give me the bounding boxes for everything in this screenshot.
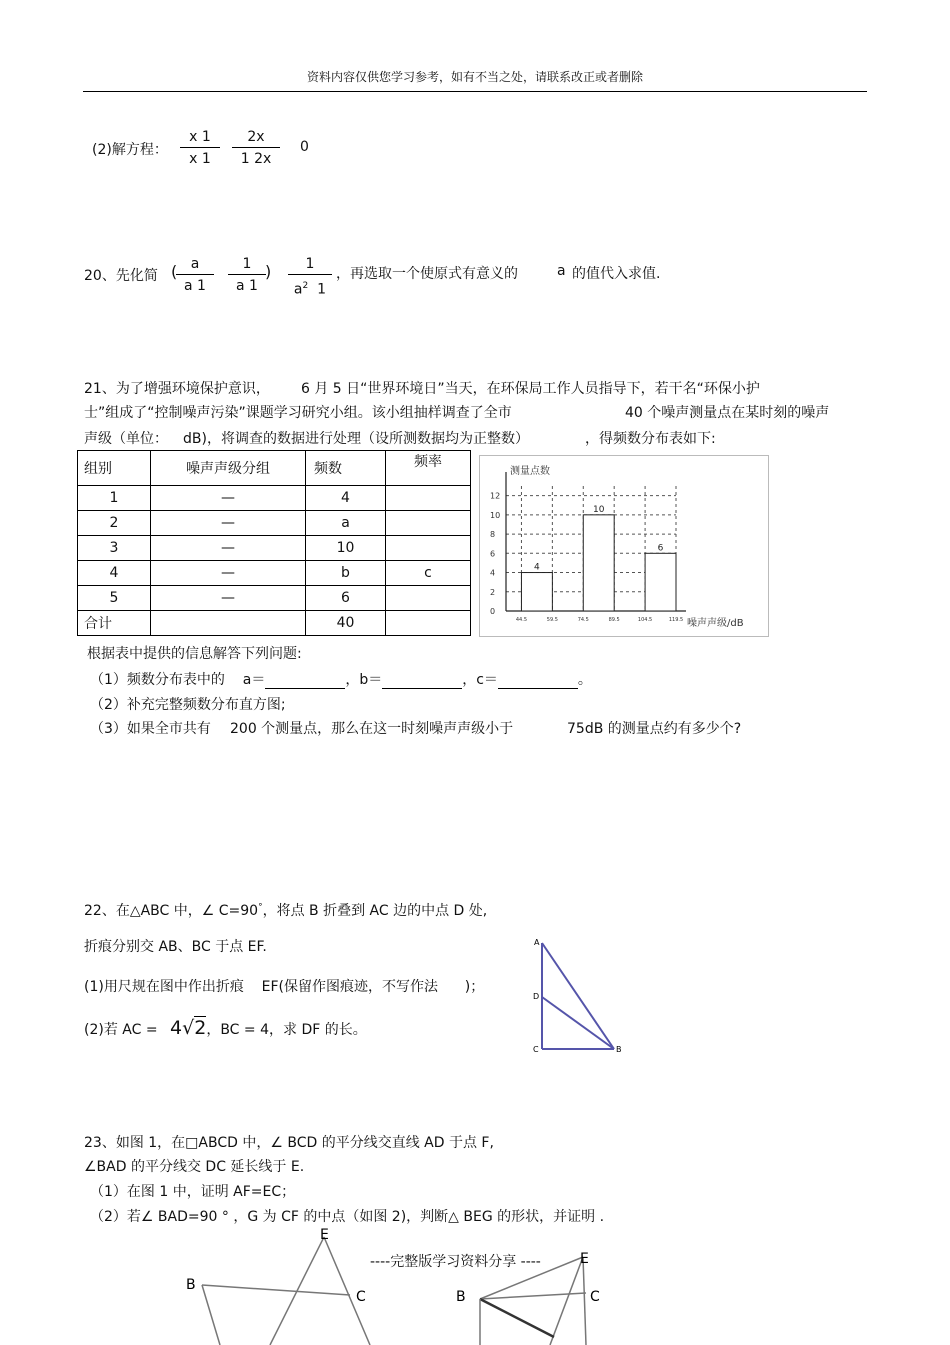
data-label: 4	[534, 562, 540, 573]
bar	[521, 573, 552, 611]
q19b-fraction-2: $\frac{2x}{1 2x}$	[232, 127, 280, 170]
table-row	[78, 536, 471, 561]
q23-line2: ∠BAD 的平分线交 DC 延长线于 E.	[84, 1159, 305, 1175]
q23-line3: （1）在图 1 中，证明 AF=EC；	[90, 1184, 296, 1200]
fig1-label-e: E	[320, 1227, 329, 1243]
bar	[645, 553, 676, 611]
table-header-row	[78, 451, 471, 486]
q23-line4: （2）若∠ BAD=90 ° ，G 为 CF 的中点（如图 2)，判断△ BEG 的形状，并证明 .	[90, 1209, 605, 1225]
q20-fraction-2: $\frac{1}{a 1}$	[228, 254, 266, 297]
table-cell: 6	[306, 586, 386, 611]
table-cell	[386, 611, 471, 636]
q23-line1: 23、如图 1，在□ABCD 中，∠ BCD 的平分线交直线 AD 于点 F,	[84, 1135, 494, 1151]
fig2-label-b: B	[456, 1289, 466, 1305]
y-tick-label: 12	[490, 491, 501, 501]
table-total-row	[78, 611, 471, 636]
q19b-label: (2)解方程：	[92, 142, 168, 158]
figure-1	[180, 1225, 380, 1345]
triangle-figure	[528, 935, 628, 1055]
table-cell: 4	[78, 561, 151, 586]
q20-fraction-3: $\frac{1}{a^2 1}$	[288, 254, 332, 301]
q21-after: 根据表中提供的信息解答下列问题:	[87, 646, 302, 662]
table-cell: 2	[78, 511, 151, 536]
table-cell: 4	[306, 486, 386, 511]
x-tick-label: 59.5	[546, 617, 558, 623]
label-c: C	[533, 1045, 539, 1054]
table-header: 组别	[78, 451, 151, 486]
q20-variable: a	[557, 263, 566, 279]
y-tick-label: 2	[490, 587, 496, 597]
table-cell	[386, 486, 471, 511]
data-label: 6	[657, 543, 664, 554]
answer-blank-c[interactable]	[498, 674, 578, 689]
figure-2	[450, 1245, 610, 1345]
sqrt-expression: 4√2	[170, 1017, 207, 1039]
side-ab	[542, 943, 614, 1049]
q21-line2b: 40 个噪声测量点在某时刻的噪声	[625, 405, 830, 421]
x-tick-label: 104.5	[637, 617, 653, 623]
y-tick-label: 6	[490, 549, 496, 559]
x-tick-label: 89.5	[608, 617, 620, 623]
answer-blank-a[interactable]	[265, 674, 345, 689]
y-tick-label: 8	[490, 530, 496, 540]
q21-line3c: ，得频数分布表如下:	[585, 431, 716, 447]
table-cell	[386, 536, 471, 561]
histogram-chart	[479, 455, 769, 637]
data-label: 10	[593, 504, 605, 515]
table-row	[78, 561, 471, 586]
y-tick-label: 4	[490, 568, 496, 578]
q22-line2: 折痕分别交 AB、BC 于点 EF.	[84, 939, 267, 955]
table-cell	[386, 511, 471, 536]
page-header: 资料内容仅供您学习参考，如有不当之处，请联系改正或者删除	[306, 70, 643, 84]
x-tick-label: 74.5	[577, 617, 589, 623]
table-cell: —	[151, 586, 306, 611]
table-cell: 1	[78, 486, 151, 511]
x-tick-label: 44.5	[515, 617, 528, 623]
y-tick-label: 10	[490, 510, 501, 520]
q20-prefix: 20、先化简	[84, 268, 158, 284]
table-cell: —	[151, 486, 306, 511]
q20-fraction-1: $\frac{a}{a 1}$	[176, 254, 214, 297]
q20-suffix: ，再选取一个使原式有意义的	[336, 266, 518, 282]
table-header: 频率	[386, 451, 471, 486]
table-row	[78, 486, 471, 511]
table-cell: 5	[78, 586, 151, 611]
q21-line3a: 声级（单位：	[84, 431, 168, 447]
q21-line2a: 士”组成了“控制噪声污染”课题学习研究小组。该小组抽样调查了全市	[84, 405, 512, 421]
fig2-label-e: E	[580, 1251, 589, 1267]
table-cell: b	[306, 561, 386, 586]
x-tick-label: 119.5	[668, 617, 684, 623]
table-cell: —	[151, 511, 306, 536]
fig2-label-c: C	[590, 1289, 600, 1305]
table-cell: —	[151, 536, 306, 561]
frequency-table	[77, 450, 471, 636]
table-cell	[386, 586, 471, 611]
label-a: A	[534, 938, 540, 947]
page-footer: ----完整版学习资料分享 ----	[370, 1254, 541, 1270]
table-cell: c	[386, 561, 471, 586]
q19b-fraction-1: $\frac{x 1}{x 1}$	[180, 127, 220, 170]
q21-sub2: （2）补充完整频数分布直方图;	[90, 697, 286, 713]
q21-sub3a: （3）如果全市共有	[90, 721, 211, 737]
y-axis-label: 测量点数	[510, 466, 550, 477]
table-total-value: 40	[306, 611, 386, 636]
q21-line1a: 21、为了增强环境保护意识，	[84, 381, 270, 397]
header-rule	[83, 91, 867, 92]
table-header: 频数	[306, 451, 386, 486]
table-header: 噪声声级分组	[151, 451, 306, 486]
fig1-label-c: C	[356, 1289, 366, 1305]
y-tick-label: 0	[490, 607, 496, 616]
q20-rparen: )	[265, 262, 272, 281]
table-cell: 10	[306, 536, 386, 561]
label-b: B	[616, 1045, 622, 1054]
table-cell: 3	[78, 536, 151, 561]
histogram-svg	[480, 456, 768, 636]
table-cell: —	[151, 561, 306, 586]
q21-sub3b: 200 个测量点，那么在这一时刻噪声声级小于	[230, 721, 514, 737]
q20-suffix-2: 的值代入求值.	[572, 266, 661, 282]
q21-line1b: 6 月 5 日“世界环境日”当天，在环保局工作人员指导下，若干名“环保小护	[301, 381, 760, 397]
q20-lparen: (	[171, 262, 178, 281]
fig1-label-b: B	[186, 1277, 196, 1293]
x-axis-label: 噪声声级/dB	[687, 618, 744, 629]
bar	[583, 515, 614, 611]
table-row	[78, 586, 471, 611]
q21-sub1: （1）频数分布表中的 a＝ ，b＝ ，c＝ 。	[90, 672, 592, 688]
q19b-rhs: 0	[300, 139, 309, 155]
q22-line1: 22、在△ABC 中，∠ C=90°，将点 B 折叠到 AC 边的中点 D 处,	[84, 902, 488, 919]
q22-line4: (2)若 AC = 4√2，BC = 4，求 DF 的长。	[84, 1017, 367, 1039]
segment-db	[542, 997, 614, 1049]
q21-sub3c: 75dB 的测量点约有多少个?	[567, 721, 742, 737]
table-total-label: 合计	[78, 611, 151, 636]
label-d: D	[533, 992, 540, 1001]
answer-blank-b[interactable]	[382, 674, 462, 689]
q22-line3: (1)用尺规在图中作出折痕 EF(保留作图痕迹，不写作法 )；	[84, 979, 485, 995]
table-row	[78, 511, 471, 536]
q21-line3b: dB)，将调查的数据进行处理（设所测数据均为正整数）	[183, 431, 529, 447]
table-cell	[151, 611, 306, 636]
table-cell: a	[306, 511, 386, 536]
